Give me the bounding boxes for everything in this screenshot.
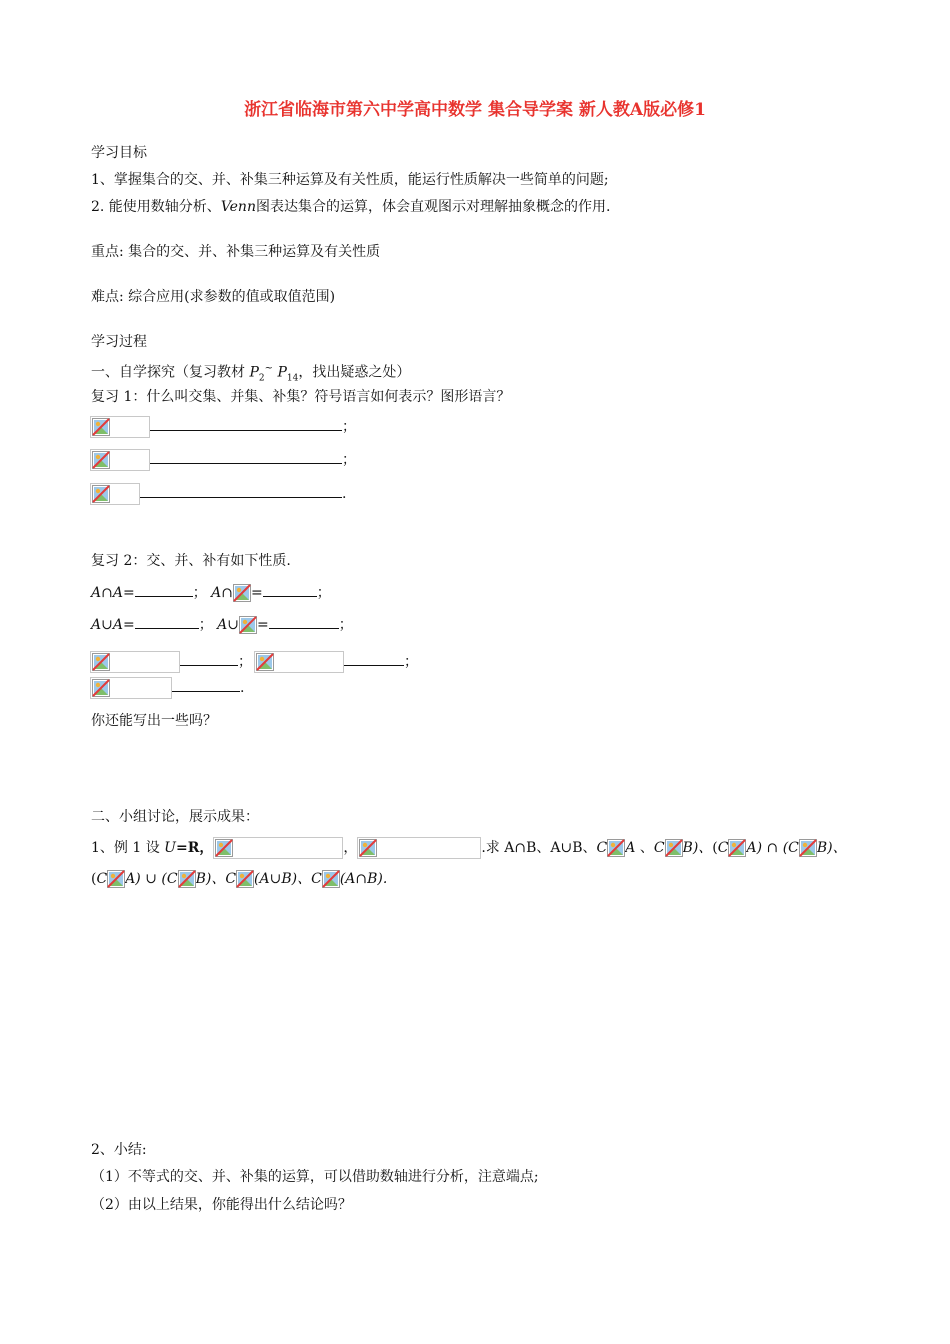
property-union: A∪A= ； A∪ = ； (91, 614, 353, 634)
broken-image-icon (728, 839, 746, 857)
review1-blank-2: ； (90, 449, 356, 471)
summary-2: （2）由以上结果，你能得出什么结论吗？ (91, 1197, 352, 1213)
broken-image-icon (92, 418, 110, 436)
broken-image-icon (359, 839, 377, 857)
goal-1: 1、掌握集合的交、并、补集三种运算及有关性质，能运行性质解决一些简单的问题; (91, 172, 609, 188)
summary-heading: 2、小结: (91, 1142, 147, 1158)
review1-blank-1: ； (90, 416, 356, 438)
answer-blank[interactable] (140, 483, 342, 498)
example-1-line-2: (C A) ∪ (C B)、C (A∪B)、C (A∩B). (91, 871, 388, 887)
difficulty: 难点: 综合应用(求参数的值或取值范围) (91, 289, 336, 305)
answer-blank[interactable] (150, 449, 342, 464)
answer-blank[interactable] (135, 582, 193, 597)
broken-image-icon (92, 451, 110, 469)
property-complement-3: . (90, 677, 244, 699)
property-complement-1: ； (90, 651, 252, 673)
formula-image (254, 651, 344, 673)
key-point: 重点: 集合的交、并、补集三种运算及有关性质 (91, 244, 381, 260)
broken-image-icon (607, 839, 625, 857)
formula-image (90, 449, 150, 471)
goals-heading: 学习目标 (91, 145, 147, 161)
answer-blank[interactable] (344, 651, 404, 666)
review-1: 复习 1：什么叫交集、并集、补集？符号语言如何表示？图形语言？ (91, 389, 511, 405)
broken-image-icon (92, 485, 110, 503)
broken-image-icon (233, 584, 251, 602)
property-intersection: A∩A= ； A∩ = ； (91, 582, 331, 602)
broken-image-icon (236, 870, 254, 888)
broken-image-icon (92, 653, 110, 671)
review-2: 复习 2：交、并、补有如下性质. (91, 553, 291, 569)
formula-image (90, 483, 140, 505)
broken-image-icon (322, 870, 340, 888)
answer-blank[interactable] (172, 677, 240, 692)
review1-blank-3: . (90, 483, 346, 505)
answer-blank[interactable] (180, 651, 238, 666)
formula-image (90, 677, 172, 699)
answer-blank[interactable] (269, 614, 339, 629)
formula-image (90, 416, 150, 438)
formula-image (90, 651, 180, 673)
process-heading: 学习过程 (91, 334, 147, 350)
broken-image-icon (239, 616, 257, 634)
self-study-line: 一、自学探究（复习教材 $P_2^\sim$ $P_{14}$，找出疑惑之处） (91, 363, 411, 384)
broken-image-icon (178, 870, 196, 888)
more-question: 你还能写出一些吗？ (91, 713, 217, 729)
example-1-line-1: 1、例 1 设 U=R， ， .求 A∩B、A∪B、C A 、C B)、(C A) ∩ (C B)、 (91, 837, 847, 859)
broken-image-icon (799, 839, 817, 857)
summary-1: （1）不等式的交、并、补集的运算，可以借助数轴进行分析，注意端点; (91, 1169, 539, 1185)
broken-image-icon (107, 870, 125, 888)
group-heading: 二、小组讨论，展示成果： (91, 809, 259, 825)
formula-image (213, 837, 343, 859)
broken-image-icon (665, 839, 683, 857)
broken-image-icon (92, 679, 110, 697)
broken-image-icon (215, 839, 233, 857)
page-title: 浙江省临海市第六中学高中数学 集合导学案 新人教A版必修1 (244, 100, 706, 120)
property-complement-2: ； (254, 651, 418, 673)
formula-image (357, 837, 481, 859)
answer-blank[interactable] (263, 582, 317, 597)
answer-blank[interactable] (135, 614, 199, 629)
goal-2: 2. 能使用数轴分析、Venn图表达集合的运算，体会直观图示对理解抽象概念的作用. (91, 199, 611, 215)
broken-image-icon (256, 653, 274, 671)
answer-blank[interactable] (150, 416, 342, 431)
